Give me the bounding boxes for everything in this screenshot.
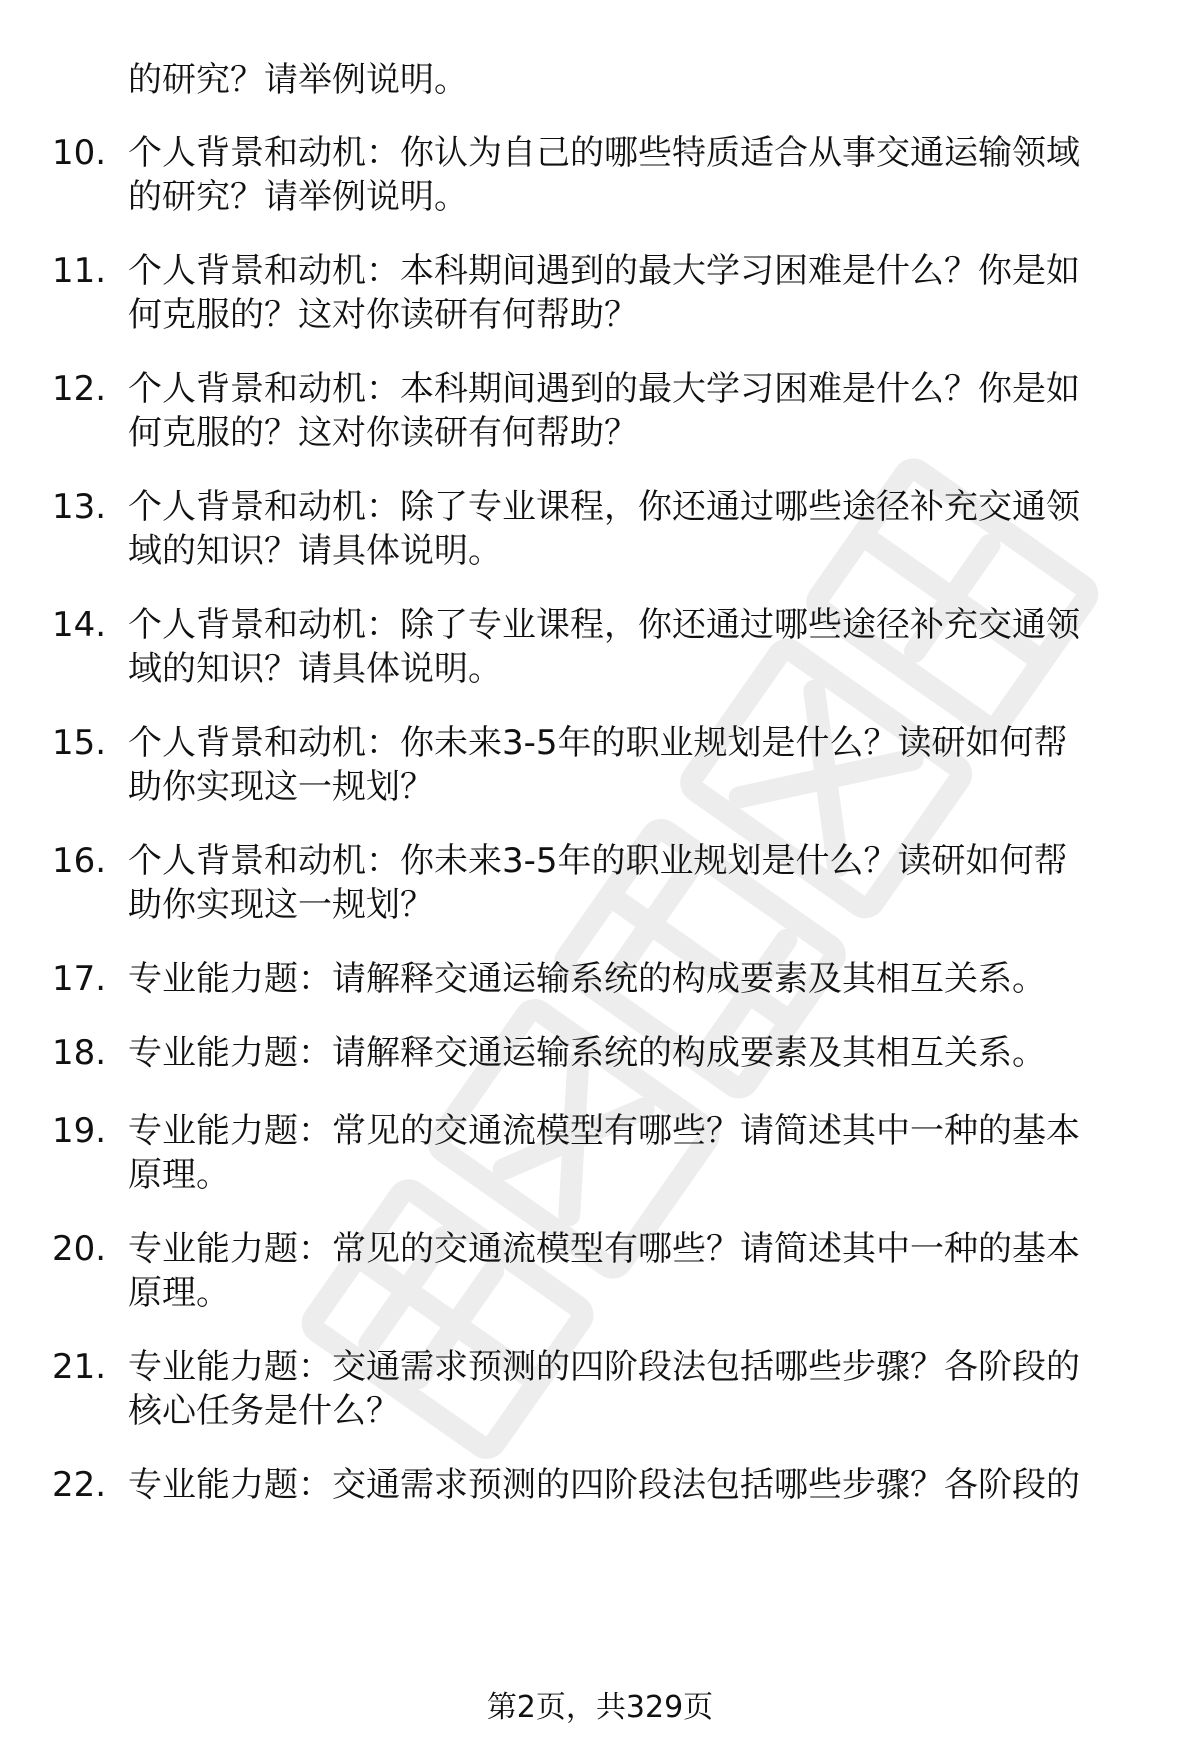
item-number: 15.: [52, 723, 107, 763]
item-number: 14.: [52, 605, 107, 645]
item-text-line: 个人背景和动机：除了专业课程，你还通过哪些途径补充交通领: [128, 487, 1080, 527]
item-number: 16.: [52, 841, 107, 881]
item-text-line: 专业能力题：请解释交通运输系统的构成要素及其相互关系。: [128, 959, 1046, 999]
item-text-line: 专业能力题：交通需求预测的四阶段法包括哪些步骤？各阶段的: [128, 1347, 1080, 1387]
item-text-line: 域的知识？请具体说明。: [128, 649, 502, 689]
item-number: 21.: [52, 1347, 107, 1387]
item-text-line: 何克服的？这对你读研有何帮助？: [128, 413, 638, 453]
item-text-line: 专业能力题：请解释交通运输系统的构成要素及其相互关系。: [128, 1033, 1046, 1073]
item-number: 17.: [52, 959, 107, 999]
item-text-line: 何克服的？这对你读研有何帮助？: [128, 295, 638, 335]
item-number: 13.: [52, 487, 107, 527]
item-text-line: 个人背景和动机：你未来3-5年的职业规划是什么？读研如何帮: [128, 841, 1068, 881]
item-text-line: 专业能力题：常见的交通流模型有哪些？请简述其中一种的基本: [128, 1229, 1080, 1269]
item-text-line: 个人背景和动机：本科期间遇到的最大学习困难是什么？你是如: [128, 251, 1080, 291]
item-number: 22.: [52, 1465, 107, 1505]
item-number: 11.: [52, 251, 107, 291]
item-number: 18.: [52, 1033, 107, 1073]
item-text-line: 个人背景和动机：你认为自己的哪些特质适合从事交通运输领域: [128, 133, 1080, 173]
item-number: 10.: [52, 133, 107, 173]
item-text-line: 个人背景和动机：本科期间遇到的最大学习困难是什么？你是如: [128, 369, 1080, 409]
item-text-line: 专业能力题：交通需求预测的四阶段法包括哪些步骤？各阶段的: [128, 1465, 1080, 1505]
item-text-line: 个人背景和动机：除了专业课程，你还通过哪些途径补充交通领: [128, 605, 1080, 645]
page-footer: 第2页，共329页: [486, 1690, 714, 1725]
item-number: 20.: [52, 1229, 107, 1269]
item-text-line: 核心任务是什么？: [128, 1391, 400, 1431]
item-number: 19.: [52, 1111, 107, 1151]
item-text-line: 的研究？请举例说明。: [128, 177, 468, 217]
item-text-line: 域的知识？请具体说明。: [128, 531, 502, 571]
continued-line: 的研究？请举例说明。: [128, 60, 468, 100]
item-text-line: 原理。: [128, 1155, 230, 1195]
item-text-line: 个人背景和动机：你未来3-5年的职业规划是什么？读研如何帮: [128, 723, 1068, 763]
item-number: 12.: [52, 369, 107, 409]
item-text-line: 助你实现这一规划？: [128, 767, 434, 807]
item-text-line: 专业能力题：常见的交通流模型有哪些？请简述其中一种的基本: [128, 1111, 1080, 1151]
item-text-line: 原理。: [128, 1273, 230, 1313]
item-text-line: 助你实现这一规划？: [128, 885, 434, 925]
